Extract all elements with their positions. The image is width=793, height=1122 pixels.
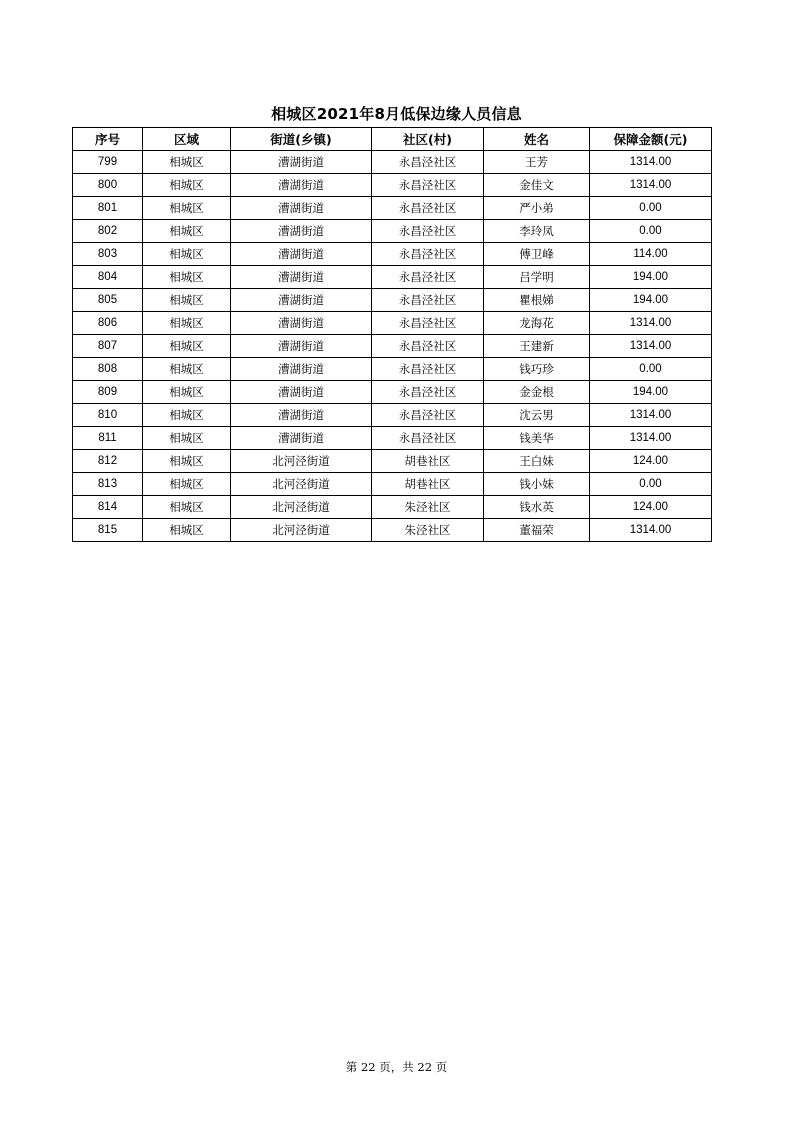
cell-amount: 1314.00 xyxy=(590,151,712,174)
cell-district: 相城区 xyxy=(143,381,231,404)
cell-amount: 0.00 xyxy=(590,220,712,243)
cell-community: 永昌泾社区 xyxy=(372,174,484,197)
cell-community: 永昌泾社区 xyxy=(372,381,484,404)
cell-index: 810 xyxy=(73,404,143,427)
cell-district: 相城区 xyxy=(143,197,231,220)
cell-index: 814 xyxy=(73,496,143,519)
table-row xyxy=(73,358,712,381)
cell-index: 800 xyxy=(73,174,143,197)
cell-amount: 194.00 xyxy=(590,266,712,289)
column-header-community: 社区(村) xyxy=(372,128,484,151)
cell-name: 金金根 xyxy=(484,381,590,404)
cell-community: 永昌泾社区 xyxy=(372,197,484,220)
cell-amount: 1314.00 xyxy=(590,427,712,450)
cell-street: 漕湖街道 xyxy=(231,266,372,289)
table-row xyxy=(73,174,712,197)
cell-index: 806 xyxy=(73,312,143,335)
cell-district: 相城区 xyxy=(143,427,231,450)
cell-district: 相城区 xyxy=(143,335,231,358)
table-row xyxy=(73,404,712,427)
cell-index: 812 xyxy=(73,450,143,473)
cell-district: 相城区 xyxy=(143,243,231,266)
cell-name: 傅卫峰 xyxy=(484,243,590,266)
cell-index: 802 xyxy=(73,220,143,243)
cell-index: 801 xyxy=(73,197,143,220)
table-row xyxy=(73,381,712,404)
cell-community: 永昌泾社区 xyxy=(372,266,484,289)
cell-amount: 1314.00 xyxy=(590,312,712,335)
cell-name: 龙海花 xyxy=(484,312,590,335)
cell-street: 漕湖街道 xyxy=(231,381,372,404)
cell-amount: 194.00 xyxy=(590,289,712,312)
table-row xyxy=(73,266,712,289)
cell-street: 漕湖街道 xyxy=(231,427,372,450)
cell-district: 相城区 xyxy=(143,174,231,197)
cell-district: 相城区 xyxy=(143,496,231,519)
cell-amount: 194.00 xyxy=(590,381,712,404)
cell-street: 漕湖街道 xyxy=(231,174,372,197)
cell-district: 相城区 xyxy=(143,220,231,243)
table-row xyxy=(73,312,712,335)
cell-amount: 0.00 xyxy=(590,473,712,496)
cell-street: 北河泾街道 xyxy=(231,473,372,496)
cell-amount: 1314.00 xyxy=(590,174,712,197)
table-header-row xyxy=(73,128,712,151)
cell-community: 永昌泾社区 xyxy=(372,312,484,335)
cell-index: 805 xyxy=(73,289,143,312)
table-row xyxy=(73,197,712,220)
cell-community: 永昌泾社区 xyxy=(372,427,484,450)
cell-street: 漕湖街道 xyxy=(231,151,372,174)
cell-amount: 1314.00 xyxy=(590,519,712,542)
cell-name: 钱巧珍 xyxy=(484,358,590,381)
cell-name: 吕学明 xyxy=(484,266,590,289)
cell-name: 钱小妹 xyxy=(484,473,590,496)
cell-community: 胡巷社区 xyxy=(372,473,484,496)
cell-district: 相城区 xyxy=(143,519,231,542)
page-number: 第 22 页，共 22 页 xyxy=(345,1060,448,1074)
cell-index: 803 xyxy=(73,243,143,266)
cell-index: 815 xyxy=(73,519,143,542)
table-row xyxy=(73,289,712,312)
cell-community: 永昌泾社区 xyxy=(372,243,484,266)
cell-street: 漕湖街道 xyxy=(231,404,372,427)
table-row xyxy=(73,427,712,450)
cell-name: 李玲凤 xyxy=(484,220,590,243)
cell-amount: 1314.00 xyxy=(590,335,712,358)
table-row xyxy=(73,473,712,496)
cell-street: 北河泾街道 xyxy=(231,519,372,542)
cell-index: 799 xyxy=(73,151,143,174)
cell-index: 813 xyxy=(73,473,143,496)
cell-name: 董福荣 xyxy=(484,519,590,542)
cell-district: 相城区 xyxy=(143,289,231,312)
cell-name: 钱水英 xyxy=(484,496,590,519)
cell-street: 漕湖街道 xyxy=(231,243,372,266)
cell-amount: 124.00 xyxy=(590,496,712,519)
cell-street: 漕湖街道 xyxy=(231,220,372,243)
column-header-district: 区域 xyxy=(143,128,231,151)
column-header-name: 姓名 xyxy=(484,128,590,151)
table-row xyxy=(73,151,712,174)
table-row xyxy=(73,335,712,358)
cell-street: 北河泾街道 xyxy=(231,496,372,519)
cell-index: 808 xyxy=(73,358,143,381)
cell-community: 朱泾社区 xyxy=(372,519,484,542)
data-table xyxy=(72,127,712,542)
cell-community: 永昌泾社区 xyxy=(372,404,484,427)
cell-street: 漕湖街道 xyxy=(231,289,372,312)
cell-community: 胡巷社区 xyxy=(372,450,484,473)
cell-amount: 124.00 xyxy=(590,450,712,473)
cell-amount: 1314.00 xyxy=(590,404,712,427)
cell-community: 朱泾社区 xyxy=(372,496,484,519)
cell-name: 王建新 xyxy=(484,335,590,358)
column-header-index: 序号 xyxy=(73,128,143,151)
cell-name: 严小弟 xyxy=(484,197,590,220)
cell-index: 809 xyxy=(73,381,143,404)
cell-amount: 0.00 xyxy=(590,358,712,381)
table-row xyxy=(73,450,712,473)
cell-name: 钱美华 xyxy=(484,427,590,450)
cell-name: 王白妹 xyxy=(484,450,590,473)
cell-street: 北河泾街道 xyxy=(231,450,372,473)
cell-community: 永昌泾社区 xyxy=(372,358,484,381)
column-header-street: 街道(乡镇) xyxy=(231,128,372,151)
cell-index: 807 xyxy=(73,335,143,358)
cell-community: 永昌泾社区 xyxy=(372,335,484,358)
cell-amount: 114.00 xyxy=(590,243,712,266)
cell-street: 漕湖街道 xyxy=(231,197,372,220)
cell-index: 804 xyxy=(73,266,143,289)
cell-amount: 0.00 xyxy=(590,197,712,220)
cell-index: 811 xyxy=(73,427,143,450)
table-body xyxy=(73,151,712,542)
cell-street: 漕湖街道 xyxy=(231,358,372,381)
column-header-amount: 保障金额(元) xyxy=(590,128,712,151)
cell-district: 相城区 xyxy=(143,450,231,473)
cell-community: 永昌泾社区 xyxy=(372,151,484,174)
cell-district: 相城区 xyxy=(143,312,231,335)
cell-name: 瞿根娣 xyxy=(484,289,590,312)
table-row xyxy=(73,243,712,266)
cell-name: 王芳 xyxy=(484,151,590,174)
cell-street: 漕湖街道 xyxy=(231,312,372,335)
table-row xyxy=(73,496,712,519)
table-row xyxy=(73,220,712,243)
cell-community: 永昌泾社区 xyxy=(372,289,484,312)
page-title: 相城区2021年8月低保边缘人员信息 xyxy=(271,105,522,123)
cell-name: 沈云男 xyxy=(484,404,590,427)
cell-district: 相城区 xyxy=(143,151,231,174)
cell-district: 相城区 xyxy=(143,404,231,427)
cell-district: 相城区 xyxy=(143,358,231,381)
table-row xyxy=(73,519,712,542)
cell-name: 金佳文 xyxy=(484,174,590,197)
cell-district: 相城区 xyxy=(143,473,231,496)
cell-community: 永昌泾社区 xyxy=(372,220,484,243)
cell-street: 漕湖街道 xyxy=(231,335,372,358)
cell-district: 相城区 xyxy=(143,266,231,289)
